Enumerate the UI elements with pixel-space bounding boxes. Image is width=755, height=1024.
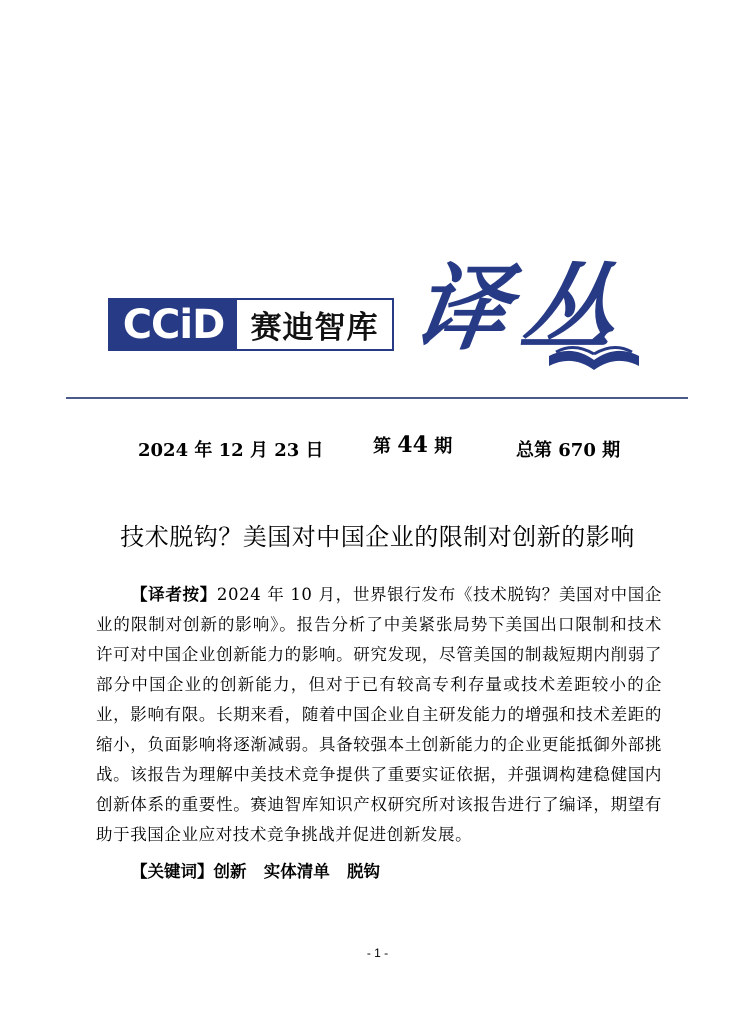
issue-date: 2024 年 12 月 23 日 [138,440,324,461]
translator-note-text: 2024 年 10 月，世界银行发布《技术脱钩？美国对中国企业的限制对创新的影响》。报告分析了中美紧张局势下美国出口限制和技术许可对中国企业创新能力的影响。研究发现，尽管美国的制裁短期内削弱了部分中国企业的创新能力，但对于已有较高专利存量或技术差距较小的企业，影响有限。长期来看，随着中国企业自主研发能力的增强和技术差距的缩小，负面影响将逐渐减弱。具备较强本土创新能力的企业更能抵御外部挑战。该报告为理解中美技术竞争提供了重要实证依据，并强调构建稳健国内创新体系的重要性。赛迪智库知识产权研究所对该报告进行了编译，期望有助于我国企业应对技术竞争挑战并促进创新发展。 [96,585,662,844]
keywords-lead: 【关键词】 [131,862,214,881]
issue-total: 总第 670 期 [516,440,621,461]
series-mark [406,254,654,382]
series-title: 译丛 [406,254,638,364]
translator-note-lead: 【译者按】 [131,585,217,604]
keywords-items: 创新 实体清单 脱钩 [213,862,380,881]
open-book-icon [544,326,644,376]
translator-note [96,580,662,850]
ccid-logo [108,298,394,351]
issue-number: 第 44 期 [373,432,453,458]
issue-line [0,432,755,462]
document-title: 技术脱钩？美国对中国企业的限制对创新的影响 [120,523,635,552]
header-divider [66,397,688,399]
logo-name: 赛迪智库 [250,310,379,346]
issue-number-value: 44 [397,432,428,458]
page-number: - 1 - [366,946,389,960]
keywords [131,857,380,887]
logo-brand: CCiD [110,300,237,349]
